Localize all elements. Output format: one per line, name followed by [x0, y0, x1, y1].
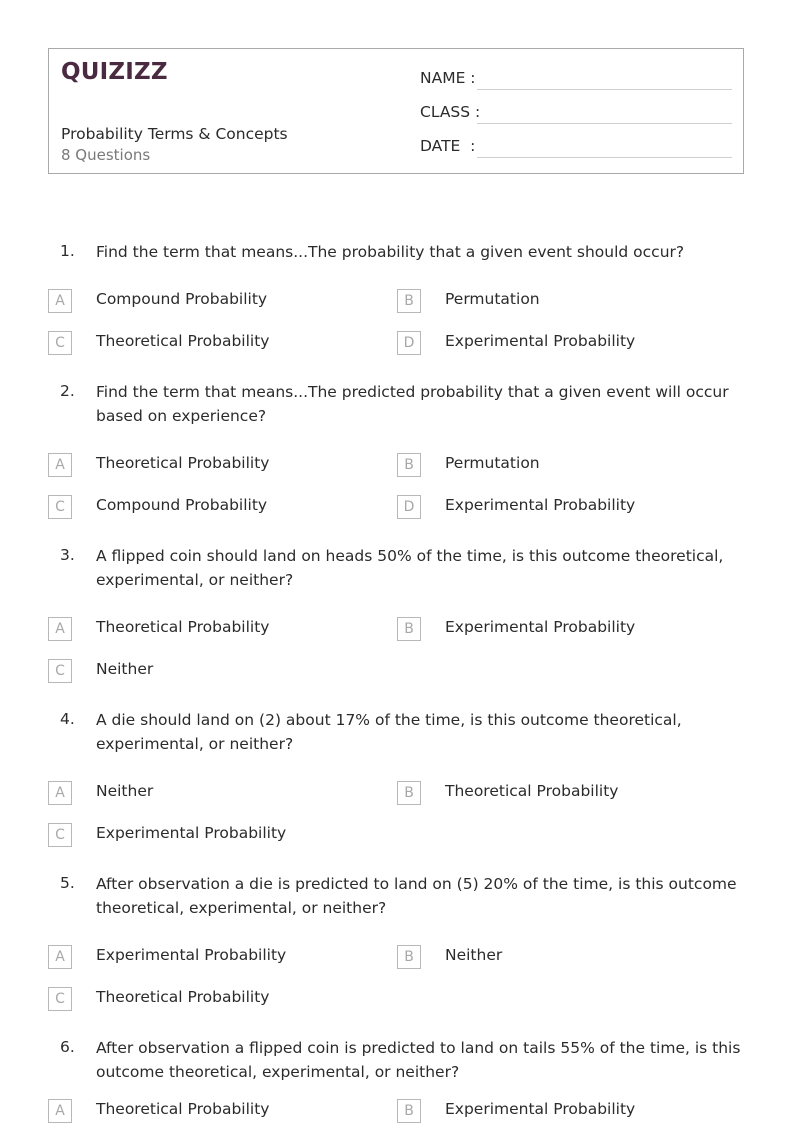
worksheet-title: Probability Terms & Concepts: [61, 125, 288, 143]
option-text: Compound Probability: [96, 496, 268, 514]
question-text: After observation a die is predicted to land on (5) 20% of the time, is this outcome theoretical, experimental, or neither?: [96, 875, 737, 917]
option-text: Experimental Probability: [96, 946, 287, 964]
option-letter: C: [48, 659, 72, 683]
option-text: Neither: [445, 946, 503, 964]
option-letter: C: [48, 331, 72, 355]
option-letter: A: [48, 1099, 72, 1123]
option-text: Neither: [96, 782, 154, 800]
option-text: Experimental Probability: [96, 824, 287, 842]
option-text: Permutation: [445, 454, 540, 472]
option-text: Experimental Probability: [445, 618, 636, 636]
class-field: [420, 103, 480, 121]
option-letter: A: [48, 781, 72, 805]
question-number: 2.: [60, 382, 75, 400]
question-text: A die should land on (2) about 17% of the time, is this outcome theoretical, experimental, or neither?: [96, 711, 682, 753]
option-text: Neither: [96, 660, 154, 678]
quizizz-logo: QUIZIZZ: [61, 59, 168, 85]
name-line: [477, 89, 732, 90]
option-letter: D: [397, 331, 421, 355]
question-text: Find the term that means...The predicted probability that a given event will occur based on experience?: [96, 383, 729, 425]
question-number: 3.: [60, 546, 75, 564]
class-line: [477, 123, 732, 124]
option-text: Experimental Probability: [445, 496, 636, 514]
question-number: 5.: [60, 874, 75, 892]
option-text: Theoretical Probability: [96, 618, 270, 636]
option-letter: B: [397, 453, 421, 477]
option-letter: B: [397, 945, 421, 969]
option-letter: A: [48, 617, 72, 641]
option-text: Theoretical Probability: [96, 988, 270, 1006]
class-label: CLASS :: [420, 103, 481, 121]
question-number: 6.: [60, 1038, 75, 1056]
option-text: Theoretical Probability: [96, 1100, 270, 1118]
worksheet-header: [48, 48, 744, 174]
question-count: 8 Questions: [61, 146, 151, 164]
question-number: 4.: [60, 710, 75, 728]
date-line: [477, 157, 732, 158]
question-text: A flipped coin should land on heads 50% of the time, is this outcome theoretical, experimental, or neither?: [96, 547, 724, 589]
option-text: Experimental Probability: [445, 1100, 636, 1118]
date-label: DATE :: [420, 137, 476, 155]
option-letter: C: [48, 495, 72, 519]
option-letter: D: [397, 495, 421, 519]
question-number: 1.: [60, 242, 75, 260]
option-letter: B: [397, 781, 421, 805]
date-field: [420, 137, 475, 155]
option-letter: C: [48, 987, 72, 1011]
option-text: Theoretical Probability: [96, 454, 270, 472]
option-letter: C: [48, 823, 72, 847]
option-text: Compound Probability: [96, 290, 268, 308]
option-text: Experimental Probability: [445, 332, 636, 350]
option-letter: B: [397, 617, 421, 641]
name-field: [420, 69, 476, 87]
option-letter: B: [397, 289, 421, 313]
option-text: Theoretical Probability: [96, 332, 270, 350]
option-text: Theoretical Probability: [445, 782, 619, 800]
name-label: NAME :: [420, 69, 476, 87]
option-letter: A: [48, 453, 72, 477]
option-letter: A: [48, 289, 72, 313]
option-letter: B: [397, 1099, 421, 1123]
option-letter: A: [48, 945, 72, 969]
option-text: Permutation: [445, 290, 540, 308]
question-text: After observation a flipped coin is predicted to land on tails 55% of the time, is this outcome theoretical, experimental, or neither?: [96, 1039, 741, 1081]
question-text: Find the term that means...The probability that a given event should occur?: [96, 243, 685, 261]
